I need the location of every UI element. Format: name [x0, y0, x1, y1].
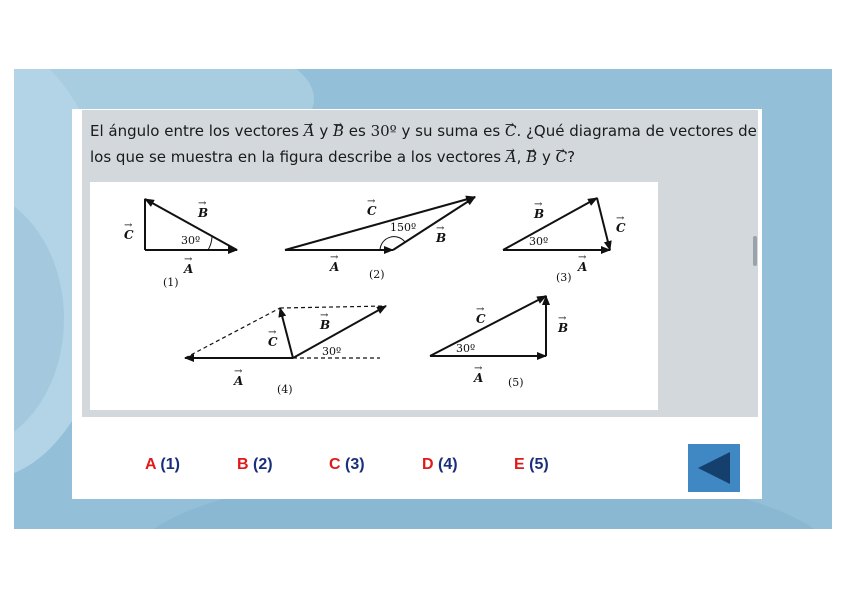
diagram-number: (4) — [277, 383, 293, 396]
answer-letter: C — [329, 456, 341, 473]
label-a: A — [234, 374, 244, 388]
answer-option-e[interactable] — [514, 456, 549, 474]
svg-text:→: → — [330, 252, 339, 263]
svg-text:→: → — [474, 363, 483, 374]
answer-options — [145, 456, 585, 478]
label-c: C — [268, 335, 278, 349]
question-text-part: , — [516, 148, 527, 166]
vector-c-symbol: → C — [556, 148, 567, 166]
diagram-number: (3) — [556, 271, 572, 284]
angle-label: 30º — [529, 235, 549, 248]
question-text-part: y — [537, 148, 556, 166]
triangle-left-icon — [688, 444, 740, 492]
diagram-4 — [185, 306, 386, 358]
label-b: B — [436, 231, 447, 245]
diagram-number: (5) — [508, 376, 524, 389]
svg-text:→: → — [578, 252, 587, 263]
answer-number: (3) — [345, 456, 365, 473]
vector-a-symbol: → A — [304, 122, 315, 140]
label-c: C — [616, 221, 626, 235]
svg-text:→: → — [184, 254, 193, 265]
answer-number: (4) — [438, 456, 458, 473]
label-a: A — [184, 262, 194, 276]
label-b: B — [198, 206, 209, 220]
label-a: A — [578, 260, 588, 274]
label-c: C — [124, 228, 134, 242]
diagram-3-labels — [529, 199, 626, 284]
answer-option-c[interactable] — [329, 456, 365, 474]
answer-letter: B — [237, 456, 249, 473]
label-a: A — [474, 371, 484, 385]
vector-diagrams-figure — [90, 182, 658, 410]
svg-text:→: → — [320, 310, 329, 321]
svg-text:→: → — [558, 313, 567, 324]
angle-label: 30º — [456, 342, 476, 355]
label-b: B — [558, 321, 569, 335]
label-c: C — [476, 312, 486, 326]
diagram-number: (1) — [163, 276, 179, 289]
diagram-5 — [430, 296, 546, 356]
question-text-part: . ¿Qué diagrama de vectores de los que se muestra en la figura describe a los vectores — [90, 122, 757, 166]
answer-letter: E — [514, 456, 525, 473]
svg-text:→: → — [268, 327, 277, 338]
svg-text:→: → — [616, 213, 625, 224]
answer-number: (1) — [160, 456, 180, 473]
answer-number: (2) — [253, 456, 273, 473]
angle-label: 30º — [322, 345, 342, 358]
diagram-3 — [503, 198, 610, 250]
label-a: A — [330, 260, 340, 274]
svg-text:→: → — [198, 198, 207, 209]
question-text-part: y — [314, 122, 333, 140]
diagram-number: (2) — [369, 268, 385, 281]
svg-text:→: → — [234, 366, 243, 377]
question-text-part: ? — [567, 148, 576, 166]
vector-b-symbol: → B — [526, 148, 537, 166]
svg-text:→: → — [367, 196, 376, 207]
svg-text:→: → — [436, 223, 445, 234]
question-text-part: El ángulo entre los vectores — [90, 122, 304, 140]
angle-label: 30º — [181, 234, 201, 247]
question-text-part: y su suma es — [396, 122, 505, 140]
answer-number: (5) — [529, 456, 549, 473]
label-c: C — [367, 204, 377, 218]
svg-text:→: → — [124, 220, 133, 231]
diagram-5-labels — [456, 304, 568, 389]
label-b: B — [534, 207, 545, 221]
answer-option-a[interactable] — [145, 456, 180, 474]
back-button[interactable] — [688, 444, 740, 492]
angle-label: 150º — [390, 221, 417, 234]
vector-c-symbol: → C — [505, 122, 516, 140]
question-text — [90, 118, 758, 170]
diagram-4-labels — [233, 310, 341, 396]
label-b: B — [320, 318, 331, 332]
svg-text:→: → — [534, 199, 543, 210]
scrollbar-thumb[interactable] — [753, 236, 757, 266]
vector-b-symbol: → B — [333, 122, 344, 140]
answer-option-d[interactable] — [422, 456, 458, 474]
svg-text:→: → — [476, 304, 485, 315]
vector-a-symbol: → A — [506, 148, 517, 166]
diagram-2 — [285, 197, 475, 250]
answer-letter: A — [145, 456, 156, 473]
question-text-part: es — [344, 122, 371, 140]
angle-value: 30º — [370, 122, 397, 140]
answer-letter: D — [422, 456, 434, 473]
answer-option-b[interactable] — [237, 456, 273, 474]
